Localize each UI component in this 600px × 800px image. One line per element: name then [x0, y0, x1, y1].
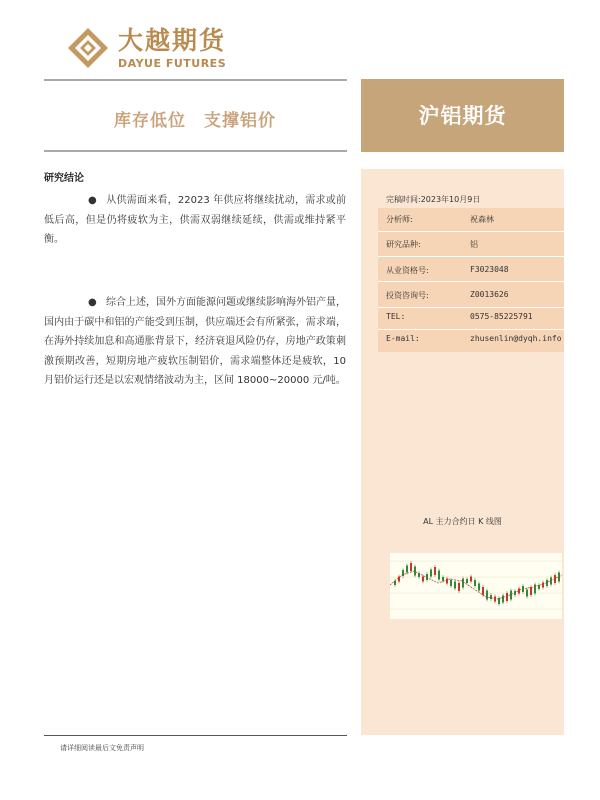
candle-body	[474, 580, 476, 586]
candle-body	[482, 587, 484, 595]
info-value-email[interactable]: zhusenlin@dyqh.info	[470, 334, 562, 343]
info-divider	[378, 307, 564, 308]
candle-body	[446, 579, 448, 584]
candle-body	[502, 596, 504, 603]
info-label-email: E-mail:	[386, 334, 420, 343]
logo-chinese-name: 大越期货	[118, 26, 227, 55]
info-value-tel: 0575-85225791	[470, 312, 533, 321]
info-divider	[378, 231, 564, 232]
kline-chart-thumbnail	[390, 553, 562, 619]
section-title: 研究结论	[44, 173, 84, 184]
candle-body	[458, 583, 460, 591]
bullet-marker: ●	[88, 195, 97, 206]
candle-body	[454, 582, 456, 589]
candle-body	[478, 584, 480, 591]
info-value-qualification: F3023048	[470, 265, 509, 274]
candle-body	[410, 563, 412, 571]
analyst-info-box	[378, 208, 564, 352]
candle-body	[470, 577, 472, 582]
info-label-product: 研究品种:	[386, 240, 421, 249]
candle-body	[490, 595, 492, 599]
top-rule-left	[44, 79, 347, 81]
candle-body	[494, 597, 496, 602]
candle-body	[506, 593, 508, 601]
bullet-marker: ●	[88, 297, 97, 308]
candle-body	[550, 578, 552, 585]
candle-body	[450, 580, 452, 586]
paragraph-2-text: 综合上述，国外方面能源问题或继续影响海外铝产量，国内由于碳中和铝的产能受到压制，供应端还会有所紧张，需求端，在海外持续加息和高通胀背景下，经济衰退风险仍存，房地产政策刺激预期改善，短期房地产疲软压制铝价，需求端整体还是疲软，10 月铝价运行还是以宏观情绪波动为主，区间 18000~20000 元/吨。	[44, 297, 346, 386]
candle-body	[486, 591, 488, 600]
conclusion-paragraph-2	[44, 293, 346, 391]
candle-body	[466, 579, 468, 583]
candle-body	[426, 574, 428, 580]
paragraph-1-text: 从供需面来看，22023 年供应将继续扰动，需求或前低后高，但是仍将疲软为主，供需双弱继续延续，供需或维持紧平衡。	[44, 195, 346, 245]
info-label-tel: TEL:	[386, 312, 406, 321]
bottom-rule-left	[44, 150, 347, 152]
candle-body	[558, 573, 560, 582]
kline-chart-title: AL 主力合约日 K 线图	[423, 517, 502, 526]
candle-body	[462, 579, 464, 588]
candle-body	[422, 577, 424, 582]
dayue-logo-icon	[66, 26, 110, 70]
info-value-analyst: 祝森林	[470, 215, 494, 224]
info-divider	[378, 281, 564, 282]
info-label-consult: 投资咨询号:	[386, 291, 429, 300]
candle-body	[434, 567, 436, 575]
candle-body	[526, 590, 528, 597]
info-divider	[378, 329, 564, 330]
info-value-product: 铝	[470, 240, 478, 249]
footer-rule	[44, 735, 347, 736]
candle-body	[542, 583, 544, 588]
candle-body	[430, 570, 432, 577]
report-subtitle: 库存低位 支撑铝价	[114, 111, 276, 131]
conclusion-paragraph-1	[44, 191, 346, 250]
completion-date: 完稿时间:2023年10月9日	[386, 195, 481, 204]
candle-body	[530, 587, 532, 595]
candle-body	[438, 571, 440, 580]
logo-english-name: DAYUE FUTURES	[118, 57, 227, 70]
info-value-consult: Z0013626	[470, 290, 509, 299]
info-label-qualification: 从业资格号:	[386, 266, 429, 275]
product-title: 沪铝期货	[418, 104, 507, 128]
candle-body	[394, 581, 396, 585]
candle-body	[442, 577, 444, 581]
candle-body	[406, 566, 408, 573]
info-divider	[378, 256, 564, 257]
candle-body	[534, 585, 536, 594]
disclaimer-note: 请详细阅读最后文免责声明	[60, 744, 144, 752]
info-label-analyst: 分析师:	[386, 215, 413, 224]
